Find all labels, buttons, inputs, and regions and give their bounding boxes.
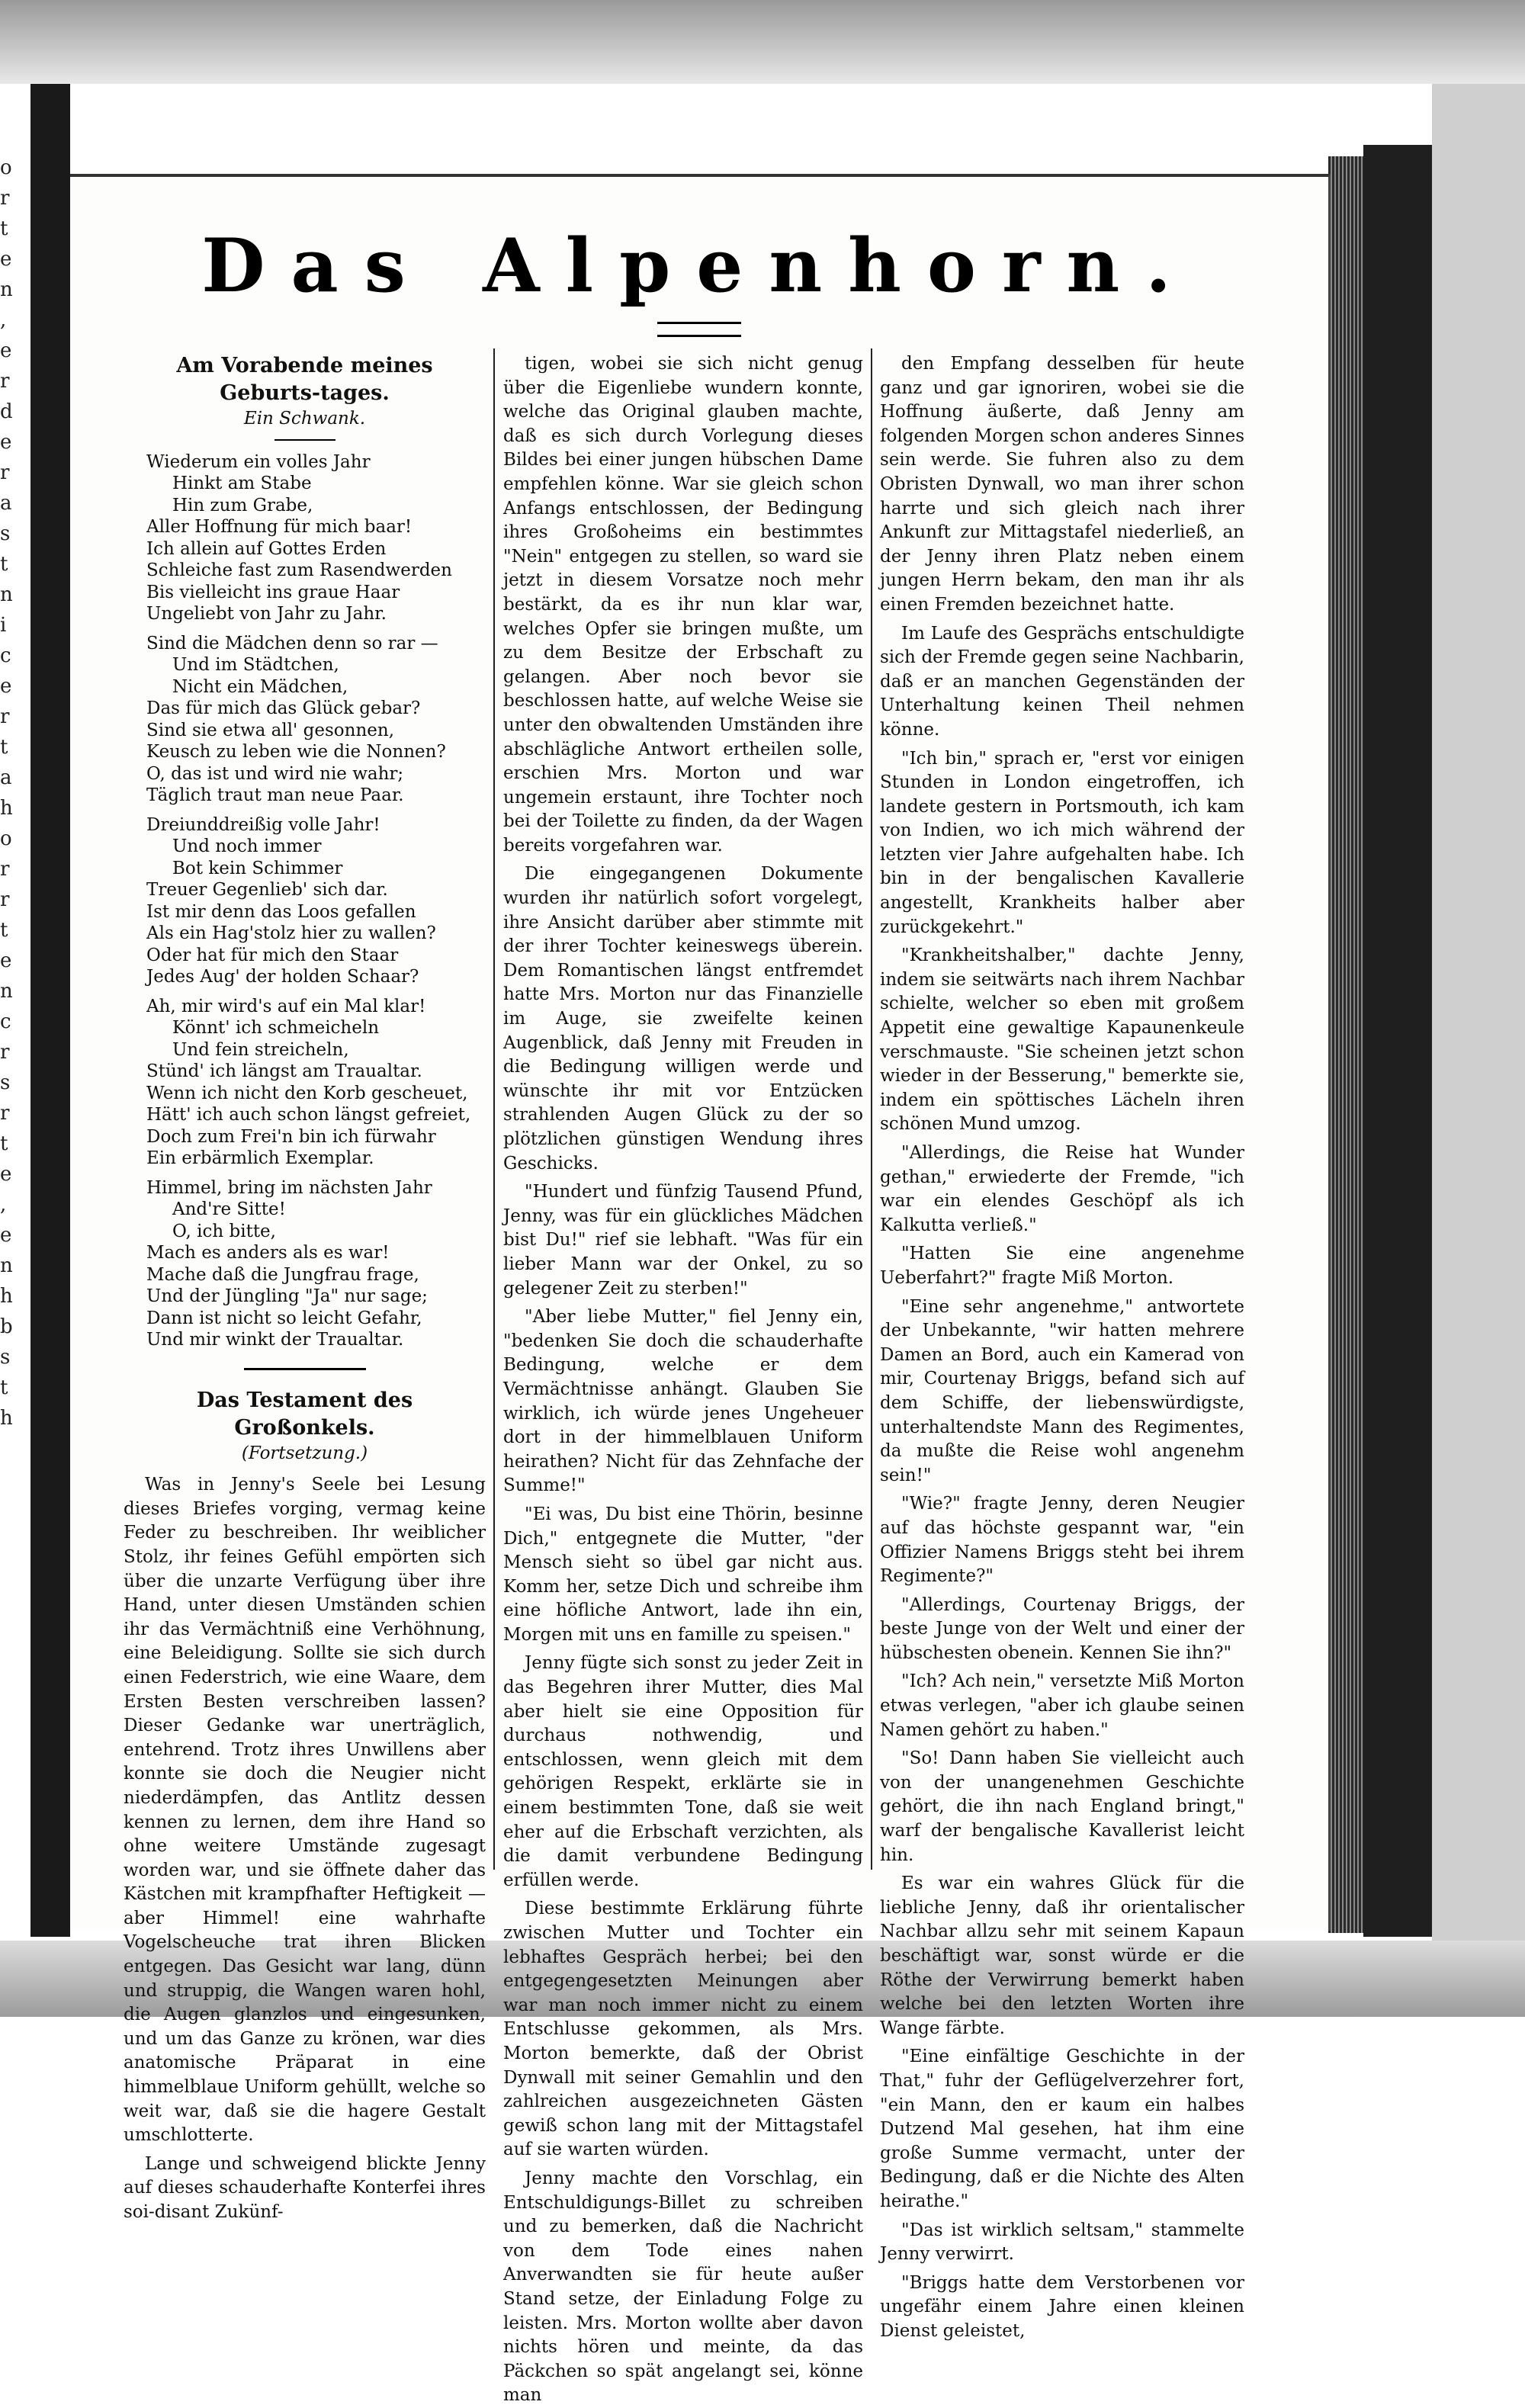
poem-line: Dann ist nicht so leicht Gefahr, [146, 1308, 422, 1328]
poem-line: Mache daß die Jungfrau frage, [146, 1264, 419, 1285]
scan-right-background [1432, 84, 1525, 1975]
paragraph: "Aber liebe Mutter," fiel Jenny ein, "bedenken Sie doch die schauderhafte Bedingung, welche er dem Vermächtnisse anhängt. Glauben Sie wirklich, ich würde jenes Ungeheuer dort in der himmelblauen Uniform heirathen? Nicht für das Zehnfache der Summe!" [503, 1307, 863, 1496]
poem-line: Keusch zu leben wie die Nonnen? [146, 742, 446, 763]
column-rule [493, 348, 495, 1870]
paragraph: "Ich bin," sprach er, "erst vor einigen Stunden in London eingetroffen, ich landete gestern in Portsmouth, ich kam von Indien, wo ich mich während der letzten vier Jahre aufgehalten habe. Ich bin in der bengalischen Kavallerie angestellt, Krankheits halber aber zurückgekehrt." [880, 748, 1244, 937]
poem-stanza [146, 451, 486, 625]
paragraph: Es war ein wahres Glück für die liebliche Jenny, daß ihr orientalischer Nachbar allzu sehr mit seinem Kapaun beschäftigt war, sonst würde er die Röthe der Verwirrung bemerkt haben welche bei den letzten Worten ihre Wange färbte. [880, 1873, 1244, 2038]
masthead-ornament [657, 322, 741, 337]
poem-line: Hinkt am Stabe [172, 474, 312, 494]
paragraph: "Allerdings, Courtenay Briggs, der beste Junge von der Welt und einer der hübschesten obenein. Kennen Sie ihn?" [880, 1594, 1244, 1663]
poem-line: Sind sie etwa all' gesonnen, [146, 720, 395, 740]
story-subtitle: (Fortsetzung.) [241, 1443, 368, 1463]
column-1-text [124, 1473, 486, 2224]
paragraph: "Allerdings, die Reise hat Wunder gethan," erwiederte der Fremde, "ich war ein elendes Geschöpf als ich Kalkutta verließ." [880, 1143, 1244, 1235]
poem-line: Und mir winkt der Traualtar. [146, 1330, 404, 1350]
poem-line: Doch zum Frei'n bin ich fürwahr [146, 1126, 436, 1147]
poem-stanza [146, 814, 486, 988]
poem-line: Sind die Mädchen denn so rar — [146, 633, 438, 653]
paragraph: "Eine einfältige Geschichte in der That," fuhr der Geflügelverzehrer fort, "ein Mann, den er kaum ein halbes Dutzend Mal gesehen, hat ihm eine große Summe vermacht, unter der Bedingung, daß er die Nichte des Alten heirathe." [880, 2047, 1244, 2211]
poem-line: Dreiunddreißig volle Jahr! [146, 814, 380, 835]
poem-line: Und fein streicheln, [172, 1039, 349, 1060]
poem-line: Himmel, bring im nächsten Jahr [146, 1177, 432, 1198]
poem-line: Hätt' ich auch schon längst gefreiet, [146, 1105, 471, 1125]
poem-line: Könnt' ich schmeicheln [172, 1018, 380, 1039]
paragraph: Im Laufe des Gesprächs entschuldigte sich der Fremde gegen seine Nachbarin, daß er an manchen Gegenständen der Unterhaltung keinen Theil nehmen könne. [880, 623, 1244, 740]
facing-page-letters: o r t e n , e r d e r a s t n i c e r t a h o r r t e n c r s r t e , e n h b s t h [0, 156, 13, 1430]
story-title: Das Testament des Großonkels. [196, 1388, 413, 1440]
paragraph: "Ich? Ach nein," versetzte Miß Morton etwas verlegen, "aber ich glaube seinen Namen gehört zu haben." [880, 1671, 1244, 1740]
poem-line: Schleiche fast zum Rasendwerden [146, 560, 452, 581]
poem-title: Am Vorabende meines Geburts-tages. [176, 354, 433, 405]
paragraph: "Briggs hatte dem Verstorbenen vor ungefähr einem Jahre einen kleinen Dienst geleistet, [880, 2272, 1244, 2341]
paragraph: den Empfang desselben für heute ganz und gar ignoriren, wobei sie die Hoffnung äußerte, daß Jenny am folgenden Morgen schon anderes Sinnes sein werde. Sie fuhren also zu dem Obristen Dynwall, wo man ihrer schon harrte und sich gleich nach ihrer Ankunft zur Mittagstafel niederließ, an der Jenny ihren Platz neben einem jungen Herrn bekam, den man ihr als einen Fremden bezeichnet hatte. [880, 354, 1244, 615]
poem-line: Täglich traut man neue Paar. [146, 785, 404, 806]
paragraph: "Das ist wirklich seltsam," stammelte Jenny verwirrt. [880, 2220, 1244, 2265]
binding-gutter [30, 84, 70, 1937]
poem-line: Ah, mir wird's auf ein Mal klar! [146, 996, 426, 1016]
poem-line: Ich allein auf Gottes Erden [146, 538, 387, 559]
paragraph: Die eingegangenen Dokumente wurden ihr natürlich sofort vorgelegt, ihre Ansicht darüber aber stimmte mit der ihrer Tochter keineswegs überein. Dem Romantischen längst entfremdet hatte Mrs. Morton nur das Finanzielle im Auge, sie zweifelte keinen Augenblick, daß Jenny mit Freuden in die Bedingung willigen werde und wünschte ihr mit vor Entzücken strahlenden Augen Glück zu der so plötzlichen günstigen Wendung ihres Geschicks. [503, 864, 863, 1173]
paragraph: Was in Jenny's Seele bei Lesung dieses Briefes vorging, vermag keine Feder zu beschreiben. Ihr weiblicher Stolz, ihr feines Gefühl empörten sich über die unzarte Verfügung über ihre Hand, unter diesen Umständen schien ihr das Vermächtniß eine Verhöhnung, eine Beleidigung. Sollte sie sich durch einen Federstrich, wie eine Waare, dem Ersten Besten verschreiben lassen? Dieser Gedanke war unerträglich, entehrend. Trotz ihres Unwillens aber konnte sie doch die Neugier nicht niederdämpfen, das Antlitz dessen kennen zu lernen, dem ihre Hand so ohne weitere Umstände zugesagt worden war, und sie öffnete daher das Kästchen mit krampfhafter Heftigkeit — aber Himmel! eine wahrhafte Vogelscheuche trat ihren Blicken entgegen. Das Gesicht war lang, dünn und struppig, die Wangen waren hohl, die Augen glanzlos und eingesunken, und um das Ganze zu krönen, war dies anatomische Präparat in eine himmelblaue Uniform gehüllt, welche so weit war, daß sie die hagere Gestalt umschlotterte. [124, 1475, 486, 2146]
paragraph: Lange und schweigend blickte Jenny auf dieses schauderhafte Konterfei ihres soi-disant Zukünf- [124, 2153, 486, 2222]
paragraph: "Ei was, Du bist eine Thörin, besinne Dich," entgegnete die Mutter, "der Mensch sieht so übel gar nicht aus. Komm her, setze Dich und schreibe ihm eine höfliche Antwort, lade ihn ein, Morgen mit uns en famille zu speisen." [503, 1504, 863, 1645]
page-edges [1328, 156, 1363, 1933]
masthead-title: Das Alpenhorn. [201, 223, 1197, 309]
poem-line: Ungeliebt von Jahr zu Jahr. [146, 604, 387, 624]
divider [274, 439, 336, 441]
poem-line: Wiederum ein volles Jahr [146, 451, 371, 472]
poem-line: Und noch immer [172, 836, 322, 857]
paragraph: "So! Dann haben Sie vielleicht auch von der unangenehmen Geschichte gehört, die ihn nach England bringt," warf der bengalische Kavallerist leicht hin. [880, 1748, 1244, 1865]
poem-line: Ein erbärmlich Exemplar. [146, 1148, 374, 1169]
poem-line: O, das ist und wird nie wahr; [146, 763, 404, 784]
poem-line: Mach es anders als es war! [146, 1243, 390, 1263]
poem-line: Und der Jüngling "Ja" nur sage; [146, 1286, 428, 1307]
column-2 [503, 352, 863, 2406]
newspaper-page [70, 174, 1331, 2406]
paragraph: Diese bestimmte Erklärung führte zwischen Mutter und Tochter ein lebhaftes Gespräch herbei; bei den entgegengesetzten Meinungen aber war man noch immer nicht zu einem Entschlusse gekommen, als Mrs. Morton bemerkte, daß der Obrist Dynwall mit seiner Gemahlin und den zahlreichen ausgezeichneten Gästen gewiß schon lang mit der Mittagstafel auf sie warten würden. [503, 1899, 863, 2160]
paragraph: Jenny fügte sich sonst zu jeder Zeit in das Begehren ihrer Mutter, dies Mal aber hielt sie eine Opposition für durchaus nothwendig, und entschlossen, wenn gleich mit dem gehörigen Respekt, erklärte sie in einem bestimmten Tone, daß sie weit eher auf die Erbschaft verzichten, als die damit verbundene Bedingung erfüllen werde. [503, 1653, 863, 1890]
poem-line: Wenn ich nicht den Korb gescheuet, [146, 1083, 468, 1103]
poem-stanza [146, 996, 486, 1170]
poem-line: Bot kein Schimmer [172, 858, 343, 878]
column-3 [880, 352, 1244, 2341]
poem-line: Aller Hoffnung für mich baar! [146, 517, 413, 538]
poem-line: Oder hat für mich den Staar [146, 945, 399, 965]
poem-line: Und im Städtchen, [172, 655, 339, 676]
paragraph: "Eine sehr angenehme," antwortete der Unbekannte, "wir hatten mehrere Damen an Bord, auch ein Kamerad von mir, Courtenay Briggs, befand sich auf dem Schiffe, der liebenswürdigste, unterhaltendste Mann des Regimentes, da mußte die Reise wohl angenehm sein!" [880, 1296, 1244, 1485]
poem-line: Als ein Hag'stolz hier zu wallen? [146, 923, 436, 944]
scan-top-shadow [0, 0, 1525, 84]
paragraph: tigen, wobei sie sich nicht genug über die Eigenliebe wundern konnte, welche das Original glauben machte, daß es sich durch Vorlegung dieses Bildes bei einer jungen hübschen Dame empfehlen könne. War sie gleich schon Anfangs entschlossen, der Bedingung ihres Großoheims ein bestimmtes "Nein" entgegen zu stellen, so ward sie jetzt in diesem Vorsatze noch mehr bestärkt, da es ihr nun klar war, welches Opfer sie bringen mußte, um zu dem Besitze der Erbschaft zu gelangen. Aber noch bevor sie beschlossen hatte, auf welche Weise sie unter den obwaltenden Umständen ihre abschlägliche Antwort ertheilen solle, erschien Mrs. Morton und war ungemein erstaunt, ihre Tochter noch bei der Toilette zu finden, da der Wagen bereits vorgefahren war. [503, 354, 863, 856]
poem-line: Hin zum Grabe, [172, 495, 313, 515]
divider [244, 1368, 366, 1370]
poem-line: Treuer Gegenlieb' sich dar. [146, 880, 388, 901]
paragraph: "Krankheitshalber," dachte Jenny, indem sie seitwärts nach ihrem Nachbar schielte, welcher so eben mit großem Appetit eine gewaltige Kapaunenkeule verschmauste. "Sie scheinen jetzt schon wieder in der Besserung," bemerkte sie, indem ein spöttisches Lächeln ihren schönen Mund umzog. [880, 946, 1244, 1135]
column-1 [124, 352, 486, 2222]
paragraph: Jenny machte den Vorschlag, ein Entschuldigungs-Billet zu schreiben und zu bemerken, daß die Nachricht von dem Tode eines nahen Anverwandten sie für heute außer Stand setze, der Einladung Folge zu leisten. Mrs. Morton wollte aber davon nichts hören und meinte, da das Päckchen so spät angelangt sei, könne man [503, 2168, 863, 2406]
poem-line: Nicht ein Mädchen, [172, 676, 348, 697]
column-rule [871, 348, 872, 1870]
poem-line: Bis vielleicht ins graue Haar [146, 582, 400, 602]
poem-line: And're Sitte! [172, 1199, 286, 1220]
poem-line: O, ich bitte, [172, 1221, 276, 1241]
book-cover-edge [1363, 145, 1432, 1937]
poem-line: Ist mir denn das Loos gefallen [146, 901, 416, 922]
poem-stanza [146, 1177, 486, 1351]
poem-line: Stünd' ich längst am Traualtar. [146, 1061, 422, 1082]
poem-subtitle: Ein Schwank. [243, 409, 366, 429]
poem-stanza [146, 633, 486, 807]
paragraph: "Hundert und fünfzig Tausend Pfund, Jenny, was für ein glückliches Mädchen bist Du!" rief sie lebhaft. "Was für ein lieber Mann war der Onkel, zu so gelegener Zeit zu sterben!" [503, 1182, 863, 1299]
paragraph: "Hatten Sie eine angenehme Ueberfahrt?" fragte Miß Morton. [880, 1244, 1244, 1288]
paragraph: "Wie?" fragte Jenny, deren Neugier auf das höchste gespannt war, "ein Offizier Namens Briggs steht bei ihrem Regimente?" [880, 1494, 1244, 1587]
poem-line: Jedes Aug' der holden Schaar? [146, 967, 419, 987]
poem-line: Das für mich das Glück gebar? [146, 698, 421, 719]
poem [146, 451, 486, 1351]
